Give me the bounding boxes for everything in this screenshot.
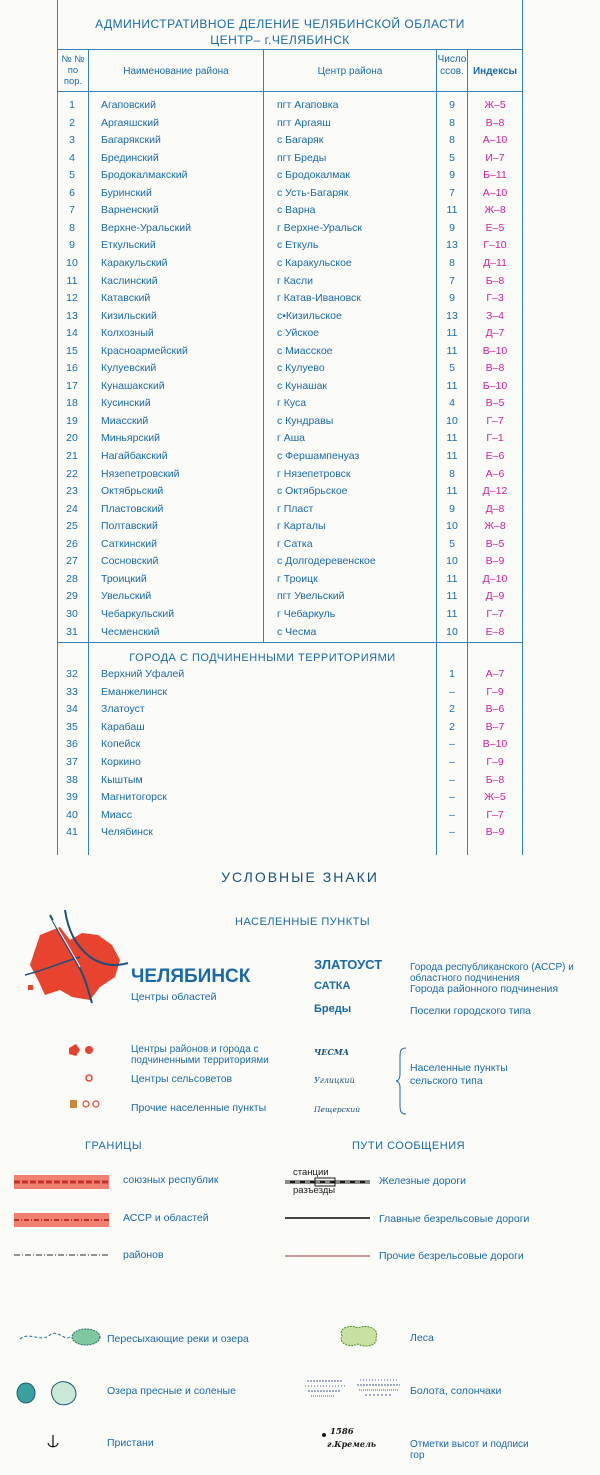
council-count: 11 bbox=[446, 344, 458, 357]
council-count: 8 bbox=[449, 116, 455, 129]
elevation-number: 1586 bbox=[330, 1427, 354, 1437]
grid-index: Д–9 bbox=[485, 590, 505, 603]
city-grid-index: Ж–5 bbox=[484, 791, 506, 804]
row-number: 16 bbox=[66, 362, 78, 375]
chesma-sample: ЧЕСМА bbox=[314, 1047, 350, 1057]
district-name: Буринский bbox=[101, 186, 152, 199]
district-center: г Чебаркуль bbox=[277, 607, 336, 620]
council-count: 13 bbox=[446, 309, 458, 322]
city-council-count: – bbox=[449, 791, 455, 804]
district-name: Чебаркульский bbox=[101, 607, 175, 620]
city-name: Копейск bbox=[101, 738, 141, 751]
city-name: Магнитогорск bbox=[101, 791, 167, 804]
elevation-dot-icon bbox=[322, 1433, 326, 1437]
other-roads-label: Прочие безрельсовые дороги bbox=[379, 1250, 524, 1262]
row-number: 17 bbox=[66, 379, 78, 392]
row-number: 26 bbox=[66, 537, 78, 550]
city-row-number: 32 bbox=[66, 668, 78, 680]
header-count: Число ссов. bbox=[437, 54, 467, 77]
row-number: 27 bbox=[66, 555, 78, 568]
swamps-label: Болота, солончаки bbox=[410, 1385, 502, 1397]
council-count: 13 bbox=[446, 239, 458, 252]
city-grid-index: Г–7 bbox=[486, 808, 504, 821]
city-row-number: 39 bbox=[66, 791, 78, 804]
district-name: Чесменский bbox=[101, 625, 160, 638]
district-name: Варненский bbox=[101, 204, 159, 217]
border-union-label: союзных республик bbox=[123, 1174, 219, 1186]
district-name: Кизильский bbox=[101, 309, 157, 322]
council-count: 11 bbox=[446, 432, 458, 445]
row-number: 1 bbox=[69, 99, 75, 111]
row-number: 11 bbox=[66, 274, 78, 287]
district-center: с Кундравы bbox=[277, 414, 334, 427]
zlatoust-desc: Города республиканского (АССР) и областного подчинения bbox=[410, 962, 574, 984]
border-district-label: районов bbox=[123, 1249, 164, 1261]
table-header-top-rule bbox=[57, 49, 523, 50]
row-number: 4 bbox=[69, 151, 75, 164]
grid-index: И–7 bbox=[485, 151, 505, 164]
row-number: 7 bbox=[69, 204, 75, 217]
district-center: г Сатка bbox=[277, 537, 313, 550]
uglitsky-sample: Углицкий bbox=[314, 1076, 355, 1085]
district-center: с Чесма bbox=[277, 625, 317, 638]
grid-index: В–8 bbox=[485, 362, 505, 375]
border-union-symbol bbox=[14, 1172, 114, 1192]
col-divider-1 bbox=[88, 49, 89, 642]
grid-index: В–5 bbox=[485, 397, 505, 410]
district-center: пгт Агаповка bbox=[277, 99, 339, 111]
council-count: 8 bbox=[449, 134, 455, 147]
grid-index: Б–11 bbox=[483, 169, 507, 182]
city-council-count: 1 bbox=[449, 668, 455, 680]
grid-index: З–4 bbox=[485, 309, 505, 322]
row-number: 10 bbox=[66, 256, 78, 269]
district-center: с•Кизильское bbox=[277, 309, 342, 322]
district-center: с Усть-Багаряк bbox=[277, 186, 349, 199]
council-count: 10 bbox=[446, 520, 458, 533]
district-center: г Пласт bbox=[277, 502, 314, 515]
council-count: 9 bbox=[449, 221, 455, 234]
district-center: г Карталы bbox=[277, 520, 326, 533]
district-center: с Варна bbox=[277, 204, 316, 217]
satka-sample: САТКА bbox=[314, 980, 351, 992]
grid-index: Ж–8 bbox=[484, 520, 506, 533]
council-count: 11 bbox=[446, 485, 458, 498]
district-name: Саткинский bbox=[101, 537, 157, 550]
district-name: Увельский bbox=[101, 590, 152, 603]
settlement-symbols-icon bbox=[64, 1040, 104, 1120]
city-council-count: – bbox=[449, 756, 455, 768]
drying-rivers-label: Пересыхающие реки и озера bbox=[107, 1333, 249, 1345]
district-centers-label: Центры районов и города с подчиненными территориями bbox=[131, 1044, 269, 1066]
elevation-name: г.Кремель bbox=[327, 1439, 377, 1449]
district-center: г Нязепетровск bbox=[277, 467, 351, 480]
table-border-left bbox=[57, 0, 58, 855]
row-number: 28 bbox=[66, 572, 78, 585]
stations-label: станции bbox=[293, 1167, 329, 1178]
council-count: 4 bbox=[449, 397, 455, 410]
city-grid-index: В–10 bbox=[482, 738, 508, 751]
district-name: Кунашакский bbox=[101, 379, 165, 392]
district-center: пгт Увельский bbox=[277, 590, 345, 603]
grid-index: Б–10 bbox=[482, 379, 508, 392]
brace-icon bbox=[396, 1046, 408, 1116]
council-count: 11 bbox=[446, 590, 458, 603]
city-row-number: 37 bbox=[66, 756, 78, 768]
district-name: Кусинский bbox=[101, 397, 151, 410]
row-number: 18 bbox=[66, 397, 78, 410]
district-name: Каслинский bbox=[101, 274, 158, 287]
district-center: г Аша bbox=[277, 432, 306, 445]
city-name: Коркино bbox=[101, 756, 141, 768]
header-name: Наименование района bbox=[123, 66, 229, 77]
grid-index: Г–7 bbox=[486, 414, 504, 427]
district-center: г Катав-Ивановск bbox=[277, 292, 361, 305]
pier-icon bbox=[46, 1434, 60, 1450]
rural-label: Населенные пункты сельского типа bbox=[410, 1062, 508, 1087]
row-number: 29 bbox=[66, 590, 78, 603]
district-name: Троицкий bbox=[101, 572, 147, 585]
city-name-sample: ЧЕЛЯБИНСК bbox=[131, 966, 251, 987]
row-number: 25 bbox=[66, 520, 78, 533]
district-center: с Еткуль bbox=[277, 239, 319, 252]
bredy-sample: Бреды bbox=[314, 1003, 352, 1015]
grid-index: Д–7 bbox=[485, 327, 505, 340]
district-name: Колхозный bbox=[101, 327, 154, 340]
council-count: 8 bbox=[449, 467, 455, 480]
grid-index: Е–8 bbox=[485, 625, 505, 638]
row-number: 8 bbox=[69, 221, 75, 234]
city-row-number: 35 bbox=[66, 720, 78, 733]
row-number: 24 bbox=[66, 502, 78, 515]
city-name: Верхний Уфалей bbox=[101, 668, 185, 680]
district-name: Багарякский bbox=[101, 134, 161, 147]
grid-index: В–8 bbox=[485, 116, 505, 129]
district-name: Брединский bbox=[101, 151, 159, 164]
district-name: Верхне-Уральский bbox=[101, 221, 191, 234]
main-road-symbol bbox=[285, 1214, 375, 1222]
district-center: пгт Аргаяш bbox=[277, 116, 331, 129]
row-number: 23 bbox=[66, 485, 78, 498]
council-count: 7 bbox=[449, 274, 455, 287]
district-name: Нагайбакский bbox=[101, 450, 168, 462]
city-grid-index: В–6 bbox=[485, 703, 505, 716]
city-council-count: – bbox=[449, 738, 455, 751]
district-name: Аргаяшский bbox=[101, 116, 159, 129]
council-count: 9 bbox=[449, 169, 455, 182]
pechersky-sample: Пещерский bbox=[314, 1105, 361, 1114]
city-grid-index: Б–8 bbox=[485, 773, 505, 786]
district-center: с Уйское bbox=[277, 327, 319, 340]
city-council-count: – bbox=[449, 773, 455, 786]
city-name: Миасс bbox=[101, 808, 132, 821]
district-center: г Куса bbox=[277, 397, 307, 410]
city-grid-index: В–9 bbox=[485, 826, 505, 839]
header-center: Центр района bbox=[317, 66, 383, 77]
city-grid-index: Г–9 bbox=[486, 756, 504, 768]
row-number: 3 bbox=[69, 134, 75, 147]
grid-index: Г–10 bbox=[483, 239, 507, 252]
lakes-label: Озера пресные и соленые bbox=[107, 1385, 236, 1397]
grid-index: А–10 bbox=[482, 134, 508, 147]
grid-index: Г–3 bbox=[486, 292, 504, 305]
col-divider-1b bbox=[88, 642, 89, 855]
council-count: 8 bbox=[449, 256, 455, 269]
table-border-right bbox=[522, 0, 523, 855]
row-number: 9 bbox=[69, 239, 75, 252]
city-caption: Центры областей bbox=[131, 991, 217, 1003]
city-council-count: – bbox=[449, 685, 455, 698]
forest-icon bbox=[336, 1322, 386, 1350]
district-name: Миасский bbox=[101, 414, 149, 427]
district-name: Миньярский bbox=[101, 432, 160, 445]
col-divider-2 bbox=[263, 49, 264, 642]
district-center: с Миасское bbox=[277, 344, 333, 357]
table-header-bottom-rule bbox=[57, 91, 523, 92]
council-count: 5 bbox=[449, 537, 455, 550]
district-center: с Кулуево bbox=[277, 362, 325, 375]
lakes-icon bbox=[12, 1376, 82, 1410]
district-name: Кулуевский bbox=[101, 362, 157, 375]
row-number: 14 bbox=[66, 327, 78, 340]
district-center: г Касли bbox=[277, 274, 313, 287]
district-name: Полтавский bbox=[101, 520, 158, 533]
grid-index: Д–8 bbox=[485, 502, 505, 515]
council-count: 9 bbox=[449, 502, 455, 515]
row-number: 31 bbox=[66, 625, 78, 638]
city-row-number: 40 bbox=[66, 808, 78, 821]
city-row-number: 33 bbox=[66, 685, 78, 698]
grid-index: В–9 bbox=[485, 555, 505, 568]
border-assr-label: АССР и областей bbox=[123, 1212, 209, 1224]
row-number: 6 bbox=[69, 186, 75, 199]
district-name: Сосновский bbox=[101, 555, 159, 568]
zlatoust-sample: ЗЛАТОУСТ bbox=[314, 957, 383, 972]
city-name: Челябинск bbox=[101, 826, 153, 839]
row-number: 21 bbox=[66, 450, 78, 462]
col-divider-3b bbox=[436, 642, 437, 855]
district-center: г Верхне-Уральск bbox=[277, 221, 363, 234]
row-number: 13 bbox=[66, 309, 78, 322]
header-index: Индексы bbox=[472, 66, 518, 77]
city-council-count: – bbox=[449, 826, 455, 839]
city-area-icon bbox=[20, 905, 130, 1005]
district-name: Бродокалмакский bbox=[101, 169, 188, 182]
city-row-number: 36 bbox=[66, 738, 78, 751]
district-center: с Кунашак bbox=[277, 379, 328, 392]
row-number: 15 bbox=[66, 344, 78, 357]
council-count: 9 bbox=[449, 99, 455, 111]
row-number: 22 bbox=[66, 467, 78, 480]
grid-index: Д–12 bbox=[482, 485, 508, 498]
city-council-count: 2 bbox=[449, 703, 455, 716]
council-count: 10 bbox=[446, 555, 458, 568]
satka-desc: Города районного подчинения bbox=[410, 983, 559, 995]
row-number: 5 bbox=[69, 169, 75, 182]
district-name: Октябрьский bbox=[101, 485, 164, 498]
council-count: 11 bbox=[446, 572, 458, 585]
district-center: с Долгодеревенское bbox=[277, 555, 376, 568]
grid-index: Б–8 bbox=[485, 274, 505, 287]
city-name: Еманжелинск bbox=[101, 685, 168, 698]
border-assr-symbol bbox=[14, 1210, 114, 1230]
grid-index: Е–6 bbox=[485, 450, 505, 462]
village-centers-label: Центры сельсоветов bbox=[131, 1073, 233, 1085]
grid-index: В–10 bbox=[482, 344, 508, 357]
city-row-number: 34 bbox=[66, 703, 78, 716]
piers-label: Пристани bbox=[107, 1437, 154, 1449]
row-number: 2 bbox=[69, 116, 75, 129]
cities-section-title: ГОРОДА С ПОДЧИНЕННЫМИ ТЕРРИТОРИЯМИ bbox=[129, 652, 396, 664]
district-name: Красноармейский bbox=[101, 344, 188, 357]
city-name: Карабаш bbox=[101, 720, 145, 733]
elevations-label: Отметки высот и подписи гор bbox=[410, 1439, 529, 1461]
council-count: 11 bbox=[446, 327, 458, 340]
district-name: Каракульский bbox=[101, 256, 168, 269]
grid-index: В–5 bbox=[485, 537, 505, 550]
grid-index: Г–1 bbox=[486, 432, 504, 445]
border-district-symbol bbox=[14, 1250, 114, 1260]
col-divider-4b bbox=[467, 642, 468, 855]
city-council-count: – bbox=[449, 808, 455, 821]
council-count: 9 bbox=[449, 292, 455, 305]
legend-title: УСЛОВНЫЕ ЗНАКИ bbox=[221, 869, 379, 885]
district-center: с Октябрьское bbox=[277, 485, 348, 498]
row-number: 20 bbox=[66, 432, 78, 445]
other-road-symbol bbox=[285, 1252, 375, 1260]
city-row-number: 38 bbox=[66, 773, 78, 786]
borders-title: ГРАНИЦЫ bbox=[85, 1140, 143, 1152]
district-name: Еткульский bbox=[101, 239, 156, 252]
council-count: 7 bbox=[449, 186, 455, 199]
table-subtitle: ЦЕНТР– г.ЧЕЛЯБИНСК bbox=[210, 33, 350, 47]
roads-title: ПУТИ СООБЩЕНИЯ bbox=[352, 1140, 466, 1152]
city-name: Златоуст bbox=[101, 703, 145, 716]
row-number: 12 bbox=[66, 292, 78, 305]
grid-index: Д–10 bbox=[482, 572, 508, 585]
district-name: Агаповский bbox=[101, 99, 157, 111]
city-name: Кыштым bbox=[101, 773, 143, 786]
table-section-rule bbox=[57, 642, 523, 643]
grid-index: Ж–8 bbox=[484, 204, 506, 217]
col-divider-4 bbox=[467, 49, 468, 642]
grid-index: Д–11 bbox=[483, 256, 507, 269]
swamp-icon bbox=[305, 1375, 405, 1401]
council-count: 11 bbox=[446, 607, 458, 620]
city-council-count: 2 bbox=[449, 720, 455, 733]
grid-index: Е–5 bbox=[485, 221, 505, 234]
grid-index: А–10 bbox=[482, 186, 508, 199]
council-count: 11 bbox=[446, 450, 458, 462]
council-count: 10 bbox=[446, 625, 458, 638]
district-center: с Фершампенуаз bbox=[277, 450, 360, 462]
header-num: № № по пор. bbox=[61, 54, 85, 87]
district-name: Нязепетровский bbox=[101, 467, 180, 480]
district-center: с Каракульское bbox=[277, 256, 352, 269]
table-title: АДМИНИСТРАТИВНОЕ ДЕЛЕНИЕ ЧЕЛЯБИНСКОЙ ОБЛАСТИ bbox=[95, 17, 465, 31]
city-grid-index: Г–9 bbox=[486, 685, 504, 698]
other-points-label: Прочие населенные пункты bbox=[131, 1102, 267, 1114]
council-count: 11 bbox=[446, 379, 458, 392]
district-name: Катавский bbox=[101, 292, 151, 305]
row-number: 19 bbox=[66, 414, 78, 427]
grid-index: А–6 bbox=[485, 467, 505, 480]
council-count: 11 bbox=[446, 204, 458, 217]
railways-label: Железные дороги bbox=[379, 1175, 467, 1187]
council-count: 5 bbox=[449, 362, 455, 375]
district-center: пгт Бреды bbox=[277, 151, 327, 164]
district-center: с Бродокалмак bbox=[277, 169, 350, 182]
forests-label: Леса bbox=[410, 1332, 434, 1344]
city-grid-index: В–7 bbox=[485, 720, 505, 733]
city-row-number: 41 bbox=[66, 826, 78, 839]
grid-index: Ж–5 bbox=[484, 99, 506, 111]
district-name: Пластовский bbox=[101, 502, 164, 515]
main-roads-label: Главные безрельсовые дороги bbox=[379, 1213, 530, 1225]
district-center: с Багаряк bbox=[277, 134, 324, 147]
col-divider-3 bbox=[436, 49, 437, 642]
row-number: 30 bbox=[66, 607, 78, 620]
bredy-desc: Поселки городского типа bbox=[410, 1005, 532, 1017]
sidings-label: разъезды bbox=[293, 1185, 336, 1196]
district-center: г Троицк bbox=[277, 572, 318, 585]
drying-river-icon bbox=[18, 1325, 103, 1350]
council-count: 10 bbox=[446, 414, 458, 427]
council-count: 5 bbox=[449, 151, 455, 164]
settlements-title: НАСЕЛЕННЫЕ ПУНКТЫ bbox=[235, 916, 371, 928]
grid-index: Г–7 bbox=[486, 607, 504, 620]
city-grid-index: А–7 bbox=[485, 668, 505, 680]
